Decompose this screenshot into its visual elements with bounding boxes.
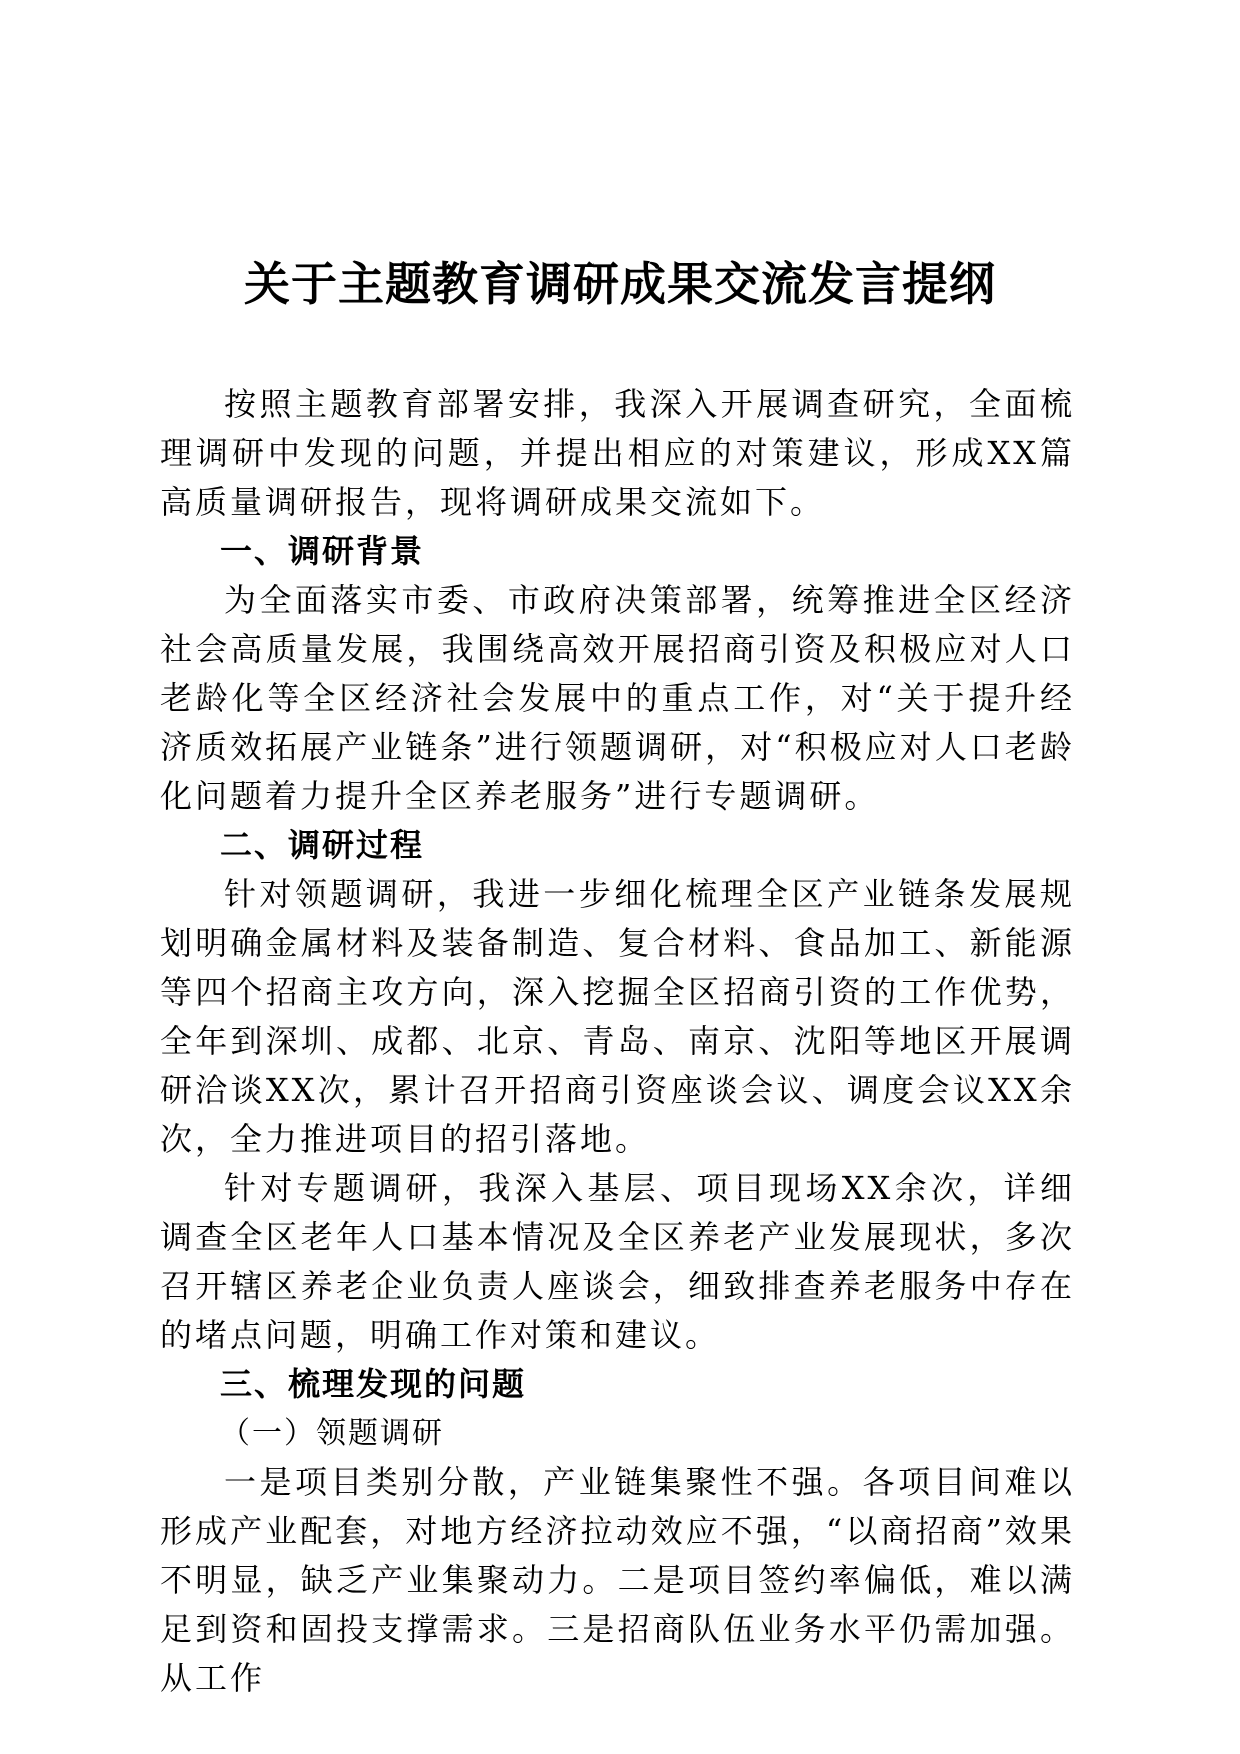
section-heading-problems: 三、梳理发现的问题 [220,1365,527,1403]
process-paragraph-1: 针对领题调研，我进一步细化梳理全区产业链条发展规划明确金属材料及装备制造、复合材料、食品加工、新能源等四个招商主攻方向，深入挖掘全区招商引资的工作优势，全年到深圳、成都、北京、青岛、南京、沈阳等地区开展调研洽谈XX次，累计召开招商引资座谈会议、调度会议XX余次，全力推进项目的招引落地。 [160,875,1075,1158]
problems-paragraph: 一是项目类别分散，产业链集聚性不强。各项目间难以形成产业配套，对地方经济拉动效应不强，“以商招商”效果不明显，缺乏产业集聚动力。二是项目签约率偏低，难以满足到资和固投支撑需求。三是招商队伍业务水平仍需加强。从工作 [160,1463,1075,1697]
section-heading-background: 一、调研背景 [220,532,425,570]
process-paragraph-2: 针对专题调研，我深入基层、项目现场XX余次，详细调查全区老年人口基本情况及全区养老产业发展现状，多次召开辖区养老企业负责人座谈会，细致排查养老服务中存在的堵点问题，明确工作对策和建议。 [160,1169,1075,1354]
section-heading-process: 二、调研过程 [220,826,425,864]
background-paragraph: 为全面落实市委、市政府决策部署，统筹推进全区经济社会高质量发展，我围绕高效开展招商引资及积极应对人口老龄化等全区经济社会发展中的重点工作，对“关于提升经济质效拓展产业链条”进行领题调研，对“积极应对人口老龄化问题着力提升全区养老服务”进行专题调研。 [160,581,1075,815]
document-body [160,380,1075,1703]
subsection-heading-lead-research: （一）领题调研 [220,1416,444,1451]
document-title: 关于主题教育调研成果交流发言提纲 [244,257,996,311]
intro-paragraph: 按照主题教育部署安排，我深入开展调查研究，全面梳理调研中发现的问题，并提出相应的对策建议，形成XX篇高质量调研报告，现将调研成果交流如下。 [160,385,1075,521]
